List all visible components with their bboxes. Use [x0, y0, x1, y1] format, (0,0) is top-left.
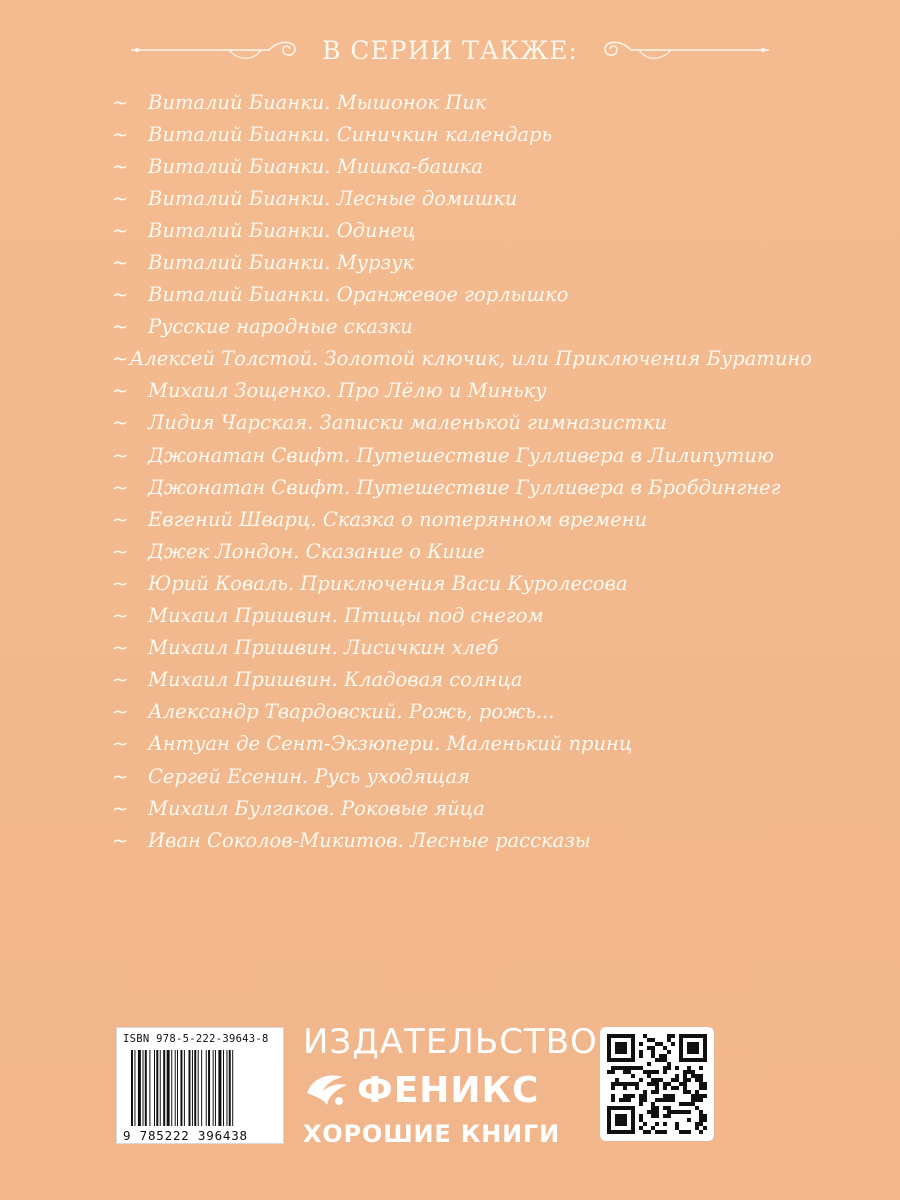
list-item	[112, 375, 812, 407]
list-item	[112, 118, 812, 150]
list-marker: ~	[112, 218, 129, 242]
list-marker: ~	[112, 764, 129, 788]
list-marker: ~	[112, 347, 129, 371]
isbn-label: ISBN 978-5-222-39643-8	[123, 1033, 269, 1045]
list-marker: ~	[112, 571, 129, 595]
book-title: Александр Твардовский. Рожь, рожь...	[148, 700, 555, 724]
list-item	[112, 760, 812, 792]
list-marker: ~	[112, 379, 129, 403]
qr-code[interactable]	[600, 1027, 714, 1141]
book-title: Виталий Бианки. Мишка-башка	[148, 154, 483, 178]
list-item	[112, 150, 812, 182]
list-item	[112, 696, 812, 728]
qr-code-icon	[607, 1034, 707, 1134]
list-marker: ~	[112, 122, 129, 146]
publisher-brand: ФЕНИКС	[357, 1070, 540, 1111]
list-marker: ~	[112, 154, 129, 178]
list-item	[112, 214, 812, 246]
list-item	[112, 792, 812, 824]
book-title: Лидия Чарская. Записки маленькой гимназистки	[148, 411, 667, 435]
publisher-label: ИЗДАТЕЛЬСТВО	[303, 1022, 598, 1062]
list-item	[112, 600, 812, 632]
book-title: Антуан де Сент-Экзюпери. Маленький принц	[148, 732, 633, 756]
publisher-brand-row	[303, 1070, 539, 1111]
list-marker: ~	[112, 732, 129, 756]
list-item	[112, 86, 812, 118]
flourish-left-icon	[129, 35, 304, 65]
list-item	[112, 664, 812, 696]
publisher-block	[295, 1020, 598, 1150]
list-item	[112, 343, 812, 375]
list-marker: ~	[112, 828, 129, 852]
book-title: Виталий Бианки. Мурзук	[148, 251, 415, 275]
publisher-slogan: ХОРОШИЕ КНИГИ	[303, 1120, 560, 1148]
list-item	[112, 182, 812, 214]
list-item	[112, 311, 812, 343]
book-title: Сергей Есенин. Русь уходящая	[148, 764, 470, 788]
list-marker: ~	[112, 539, 129, 563]
book-title: Джонатан Свифт. Путешествие Гулливера в Бробдингнег	[148, 475, 781, 499]
book-title: Евгений Шварц. Сказка о потерянном времени	[148, 507, 648, 531]
flourish-right-icon	[596, 35, 771, 65]
list-item	[112, 246, 812, 278]
list-item	[112, 728, 812, 760]
list-item	[112, 824, 812, 856]
list-marker: ~	[112, 90, 129, 114]
book-title: Алексей Толстой. Золотой ключик, или Приключения Буратино	[129, 347, 812, 371]
list-marker: ~	[112, 411, 129, 435]
list-marker: ~	[112, 443, 129, 467]
book-title: Михаил Зощенко. Про Лёлю и Миньку	[148, 379, 547, 403]
book-title: Юрий Коваль. Приключения Васи Куролесова	[148, 571, 628, 595]
list-marker: ~	[112, 796, 129, 820]
book-title: Михаил Пришвин. Лисичкин хлеб	[148, 636, 499, 660]
list-item	[112, 632, 812, 664]
barcode-bars-icon	[129, 1050, 279, 1130]
book-title: Михаил Булгаков. Роковые яйца	[148, 796, 485, 820]
book-title: Виталий Бианки. Мышонок Пик	[148, 90, 487, 114]
list-marker: ~	[112, 475, 129, 499]
list-marker: ~	[112, 700, 129, 724]
list-marker: ~	[112, 668, 129, 692]
list-item	[112, 471, 812, 503]
list-item	[112, 503, 812, 535]
list-marker: ~	[112, 186, 129, 210]
book-title: Виталий Бианки. Одинец	[148, 218, 416, 242]
list-item	[112, 567, 812, 599]
book-title: Виталий Бианки. Лесные домишки	[148, 186, 518, 210]
list-marker: ~	[112, 315, 129, 339]
book-title: Иван Соколов-Микитов. Лесные рассказы	[148, 828, 591, 852]
book-title: Михаил Пришвин. Птицы под снегом	[148, 604, 544, 628]
list-item	[112, 407, 812, 439]
book-title: Джек Лондон. Сказание о Кише	[148, 539, 485, 563]
list-item	[112, 439, 812, 471]
book-title: Русские народные сказки	[148, 315, 413, 339]
list-marker: ~	[112, 636, 129, 660]
book-title: Виталий Бианки. Оранжевое горлышко	[148, 283, 569, 307]
list-marker: ~	[112, 283, 129, 307]
book-title: Виталий Бианки. Синичкин календарь	[148, 122, 553, 146]
list-marker: ~	[112, 251, 129, 275]
list-item	[112, 535, 812, 567]
barcode-digits: 9 785222 396438	[123, 1128, 248, 1143]
book-title: Михаил Пришвин. Кладовая солнца	[148, 668, 523, 692]
list-marker: ~	[112, 507, 129, 531]
isbn-barcode	[116, 1027, 284, 1144]
series-book-list	[112, 86, 812, 856]
series-title: В СЕРИИ ТАКЖЕ:	[322, 35, 578, 65]
list-item	[112, 279, 812, 311]
list-marker: ~	[112, 604, 129, 628]
phoenix-logo-icon	[303, 1071, 351, 1111]
book-title: Джонатан Свифт. Путешествие Гулливера в Лилипутию	[148, 443, 775, 467]
series-header	[110, 28, 790, 72]
